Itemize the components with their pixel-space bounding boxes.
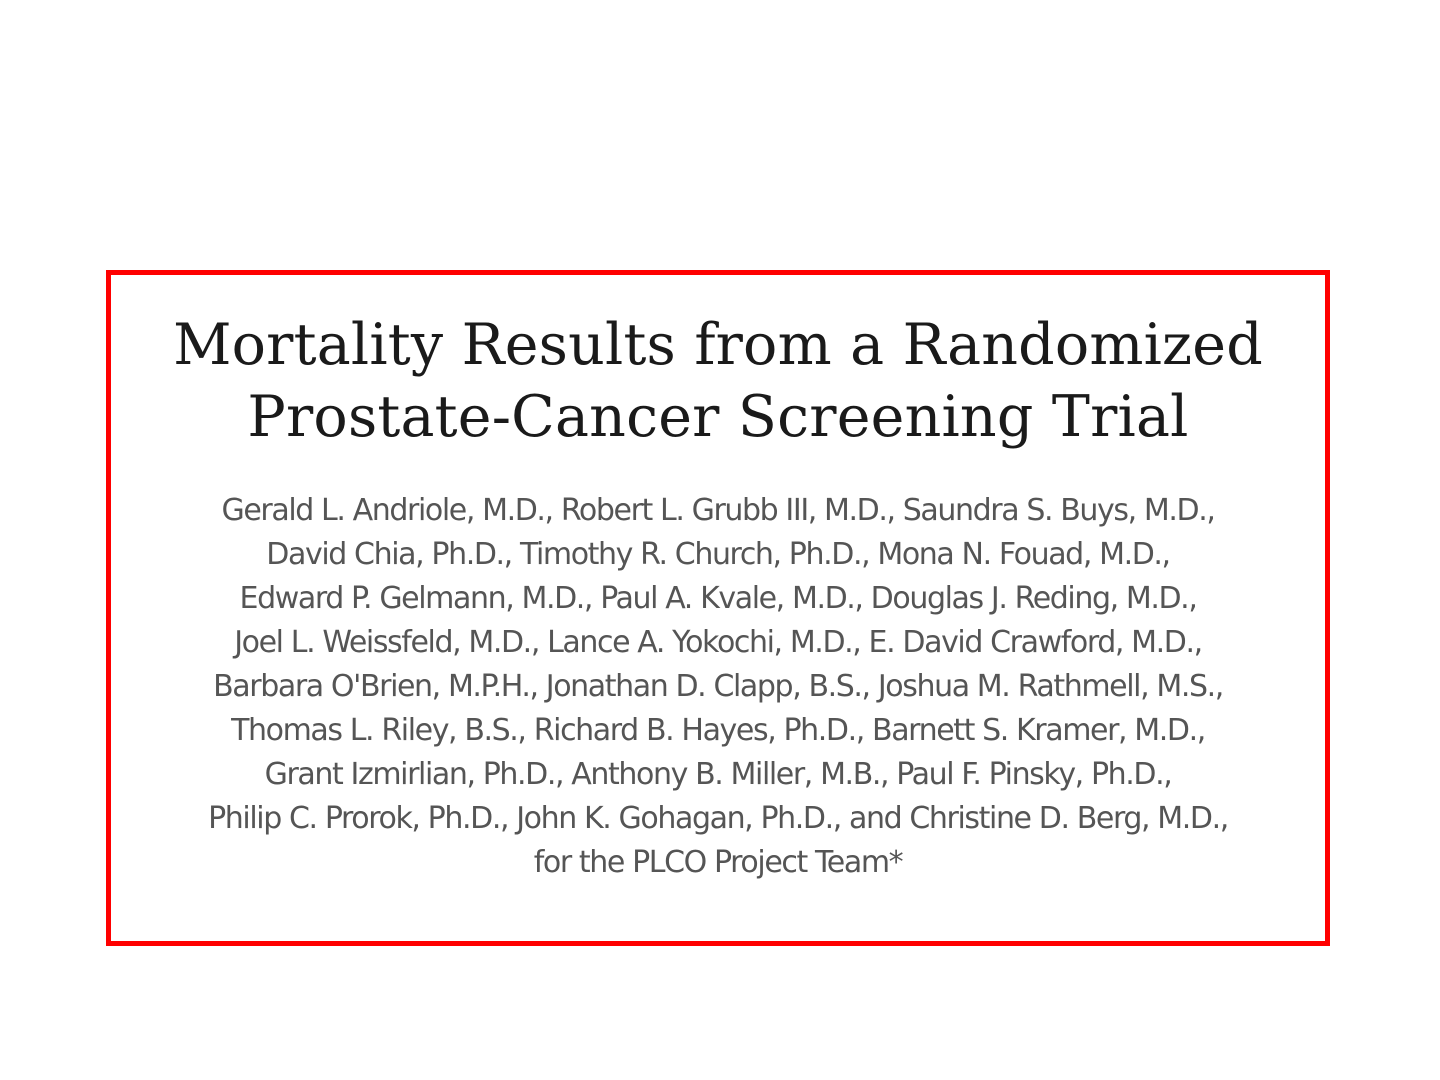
author-line-2: David Chia, Ph.D., Timothy R. Church, Ph.D., Mona N. Fouad, M.D.,	[266, 537, 1170, 572]
author-line-4: Joel L. Weissfeld, M.D., Lance A. Yokochi, M.D., E. David Crawford, M.D.,	[234, 625, 1202, 660]
author-line-1: Gerald L. Andriole, M.D., Robert L. Grubb III, M.D., Saundra S. Buys, M.D.,	[221, 493, 1215, 528]
author-line-7: Grant Izmirlian, Ph.D., Anthony B. Miller, M.B., Paul F. Pinsky, Ph.D.,	[264, 757, 1172, 792]
highlight-frame	[106, 270, 1330, 946]
author-line-6: Thomas L. Riley, B.S., Richard B. Hayes, Ph.D., Barnett S. Kramer, M.D.,	[231, 713, 1205, 748]
title-line-1: Mortality Results from a Randomized	[173, 312, 1263, 378]
author-line-8: Philip C. Prorok, Ph.D., John K. Gohagan, Ph.D., and Christine D. Berg, M.D.,	[208, 801, 1228, 836]
author-line-9: for the PLCO Project Team*	[533, 845, 903, 880]
title-line-2: Prostate-Cancer Screening Trial	[247, 384, 1189, 450]
author-line-3: Edward P. Gelmann, M.D., Paul A. Kvale, M.D., Douglas J. Reding, M.D.,	[239, 581, 1197, 616]
author-list	[111, 489, 1325, 885]
author-line-5: Barbara O'Brien, M.P.H., Jonathan D. Clapp, B.S., Joshua M. Rathmell, M.S.,	[213, 669, 1223, 704]
article-title	[111, 309, 1325, 453]
